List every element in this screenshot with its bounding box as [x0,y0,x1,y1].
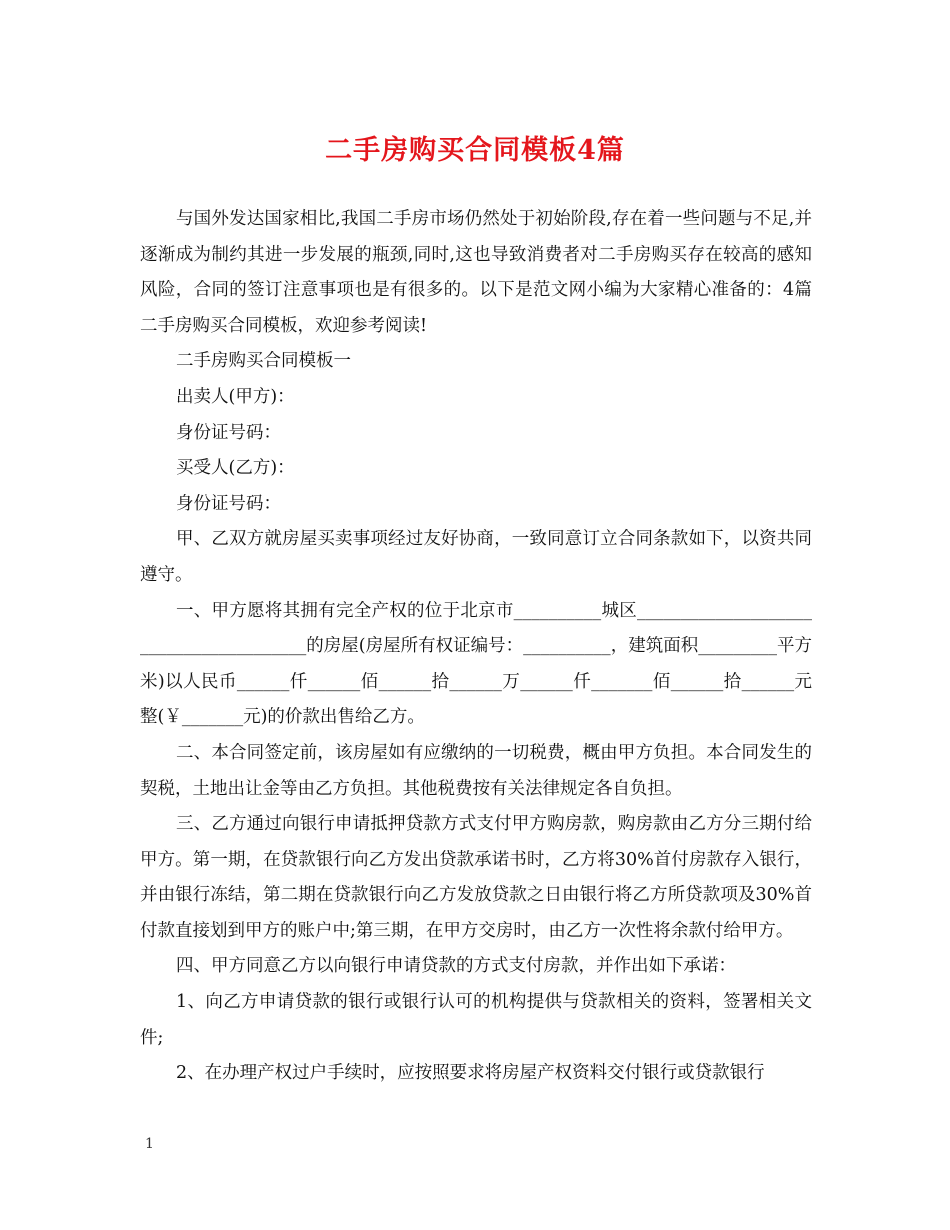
paragraph-intro: 与国外发达国家相比,我国二手房市场仍然处于初始阶段,存在着一些问题与不足,并逐渐成为制约其进一步发展的瓶颈,同时,这也导致消费者对二手房购买存在较高的感知风险，合同的签订注意事项也是有很多的。以下是范文网小编为大家精心准备的：4篇二手房购买合同模板，欢迎参考阅读! [140,209,812,336]
paragraph-clause-1: 一、甲方愿将其拥有完全产权的位于北京市__________城区_______________________________________的房屋(房屋所有权证编号：__________，建筑面积_________平方米)以人民币______仟______佰______拾______万______仟_______佰______拾______元整(￥_______元)的价款出售给乙方。 [140,600,812,728]
paragraph-clause-4-item-2: 2、在办理产权过户手续时，应按照要求将房屋产权资料交付银行或贷款银行 [176,1063,765,1084]
paragraph-clause-2: 二、本合同签定前，该房屋如有应缴纳的一切税费，概由甲方负担。本合同发生的契税，土地出让金等由乙方负担。其他税费按有关法律规定各自负担。 [140,742,812,799]
paragraph-clause-4: 四、甲方同意乙方以向银行申请贷款的方式支付房款，并作出如下承诺： [176,956,736,977]
paragraph-seller-id: 身份证号码： [176,422,281,443]
document-body [140,202,812,1092]
paragraph-clause-4-item-1: 1、向乙方申请贷款的银行或银行认可的机构提供与贷款相关的资料，签署相关文件; [140,992,812,1048]
paragraph-buyer-id: 身份证号码： [176,493,281,514]
paragraph-seller: 出卖人(甲方)： [176,386,295,407]
page-number: 1 [145,1136,154,1152]
paragraph-agreement: 甲、乙双方就房屋买卖事项经过友好协商，一致同意订立合同条款如下，以资共同遵守。 [140,529,812,585]
paragraph-buyer: 买受人(乙方)： [176,458,295,479]
paragraph-template-heading: 二手房购买合同模板一 [176,351,351,372]
paragraph-clause-3: 三、乙方通过向银行申请抵押贷款方式支付甲方购房款，购房款由乙方分三期付给甲方。第一期，在贷款银行向乙方发出贷款承诺书时，乙方将30%首付房款存入银行，并由银行冻结，第二期在贷款银行向乙方发放贷款之日由银行将乙方所贷款项及30%首付款直接划到甲方的账户中;第三期，在甲方交房时，由乙方一次性将余款付给甲方。 [140,814,812,941]
document-title: 二手房购买合同模板4篇 [325,135,625,166]
